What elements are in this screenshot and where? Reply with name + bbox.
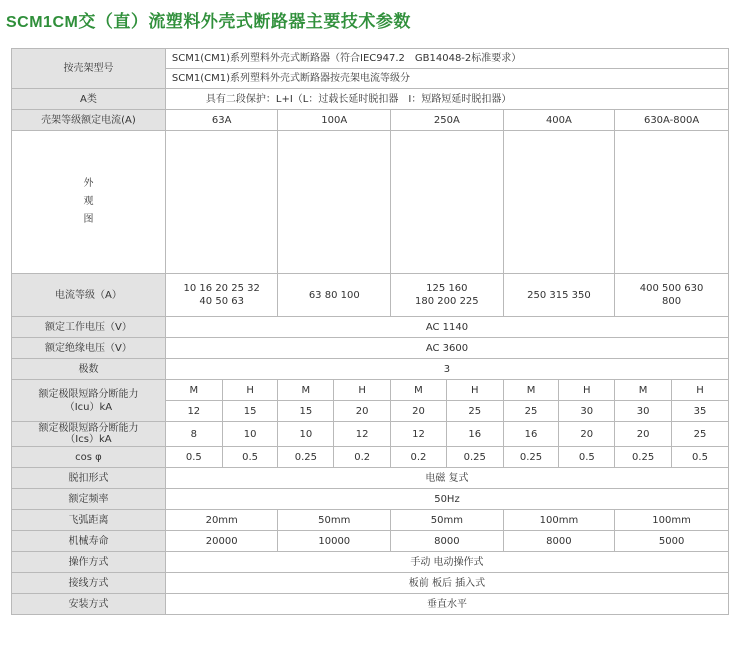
table-row-rated-voltage	[12, 317, 729, 338]
mh-header: H	[446, 380, 503, 401]
mechanical-life-value: 8000	[391, 531, 504, 552]
appearance-image-cell	[391, 131, 504, 274]
icu-value: 12	[165, 401, 222, 422]
release-form-label: 脱扣形式	[12, 468, 166, 489]
arc-distance-value: 50mm	[391, 510, 504, 531]
ics-value: 12	[391, 422, 447, 447]
table-row-appearance	[12, 131, 729, 274]
table-row-rated-frequency	[12, 489, 729, 510]
arc-distance-value: 20mm	[165, 510, 278, 531]
ics-value: 10	[222, 422, 278, 447]
rated-frequency-value: 50Hz	[165, 489, 728, 510]
mh-header: H	[222, 380, 278, 401]
mechanical-life-value: 10000	[278, 531, 391, 552]
icu-value: 35	[671, 401, 728, 422]
arc-distance-label: 飞弧距离	[12, 510, 166, 531]
ics-value: 12	[334, 422, 391, 447]
poles-value: 3	[165, 359, 728, 380]
class-a-value: 具有二段保护：L+I（L：过载长延时脱扣器 I：短路短延时脱扣器）	[165, 89, 728, 110]
ics-value: 25	[671, 422, 728, 447]
icu-value: 20	[391, 401, 447, 422]
installation-label: 安装方式	[12, 594, 166, 615]
rated-frequency-label: 额定频率	[12, 489, 166, 510]
mh-header: H	[334, 380, 391, 401]
frame-current-value: 100A	[278, 110, 391, 131]
operation-value: 手动 电动操作式	[165, 552, 728, 573]
class-a-label: A类	[12, 89, 166, 110]
table-row-mechanical-life	[12, 531, 729, 552]
icu-value: 25	[446, 401, 503, 422]
spec-table	[11, 48, 729, 615]
cos-value: 0.5	[671, 447, 728, 468]
appearance-image-cell	[503, 131, 615, 274]
mh-header: M	[391, 380, 447, 401]
mechanical-life-label: 机械寿命	[12, 531, 166, 552]
table-row-insulation-voltage	[12, 338, 729, 359]
table-row-poles	[12, 359, 729, 380]
icu-value: 15	[278, 401, 334, 422]
icu-label: 额定极限短路分断能力 （Icu）kA	[12, 380, 166, 422]
release-form-value: 电磁 复式	[165, 468, 728, 489]
mh-header: M	[165, 380, 222, 401]
table-row-icu-mh	[12, 380, 729, 401]
icu-value: 25	[503, 401, 559, 422]
table-row-installation	[12, 594, 729, 615]
frame-model-line1: SCM1(CM1)系列塑料外壳式断路器（符合IEC947.2 GB14048-2标准要求）	[165, 49, 728, 69]
ics-value: 20	[559, 422, 615, 447]
current-grade-value: 250 315 350	[503, 274, 615, 317]
cos-value: 0.25	[278, 447, 334, 468]
table-row-operation	[12, 552, 729, 573]
frame-current-value: 250A	[391, 110, 504, 131]
frame-model-line2: SCM1(CM1)系列塑料外壳式断路器按壳架电流等级分	[165, 69, 728, 89]
ics-value: 16	[503, 422, 559, 447]
mh-header: M	[615, 380, 672, 401]
icu-value: 20	[334, 401, 391, 422]
table-row-class-a	[12, 89, 729, 110]
title-model: SCM1CM	[6, 14, 79, 31]
appearance-image-cell	[615, 131, 729, 274]
insulation-voltage-value: AC 3600	[165, 338, 728, 359]
table-row-release-form	[12, 468, 729, 489]
current-grade-value: 10 16 20 25 32 40 50 63	[165, 274, 278, 317]
cos-value: 0.5	[222, 447, 278, 468]
table-row-ics	[12, 422, 729, 447]
poles-label: 极数	[12, 359, 166, 380]
ics-value: 8	[165, 422, 222, 447]
title-text: 交（直）流塑料外壳式断路器主要技术参数	[78, 12, 411, 32]
appearance-label: 外 观 图	[12, 131, 166, 274]
arc-distance-value: 50mm	[278, 510, 391, 531]
table-row-frame-model	[12, 49, 729, 69]
ics-value: 10	[278, 422, 334, 447]
mh-header: H	[559, 380, 615, 401]
frame-current-value: 63A	[165, 110, 278, 131]
icu-value: 15	[222, 401, 278, 422]
mechanical-life-value: 5000	[615, 531, 729, 552]
frame-current-value: 400A	[503, 110, 615, 131]
mh-header: M	[278, 380, 334, 401]
cos-value: 0.25	[503, 447, 559, 468]
frame-model-label: 按壳架型号	[12, 49, 166, 89]
current-grade-value: 125 160 180 200 225	[391, 274, 504, 317]
cos-value: 0.2	[334, 447, 391, 468]
mechanical-life-value: 20000	[165, 531, 278, 552]
current-grade-label: 电流等级（A）	[12, 274, 166, 317]
ics-value: 16	[446, 422, 503, 447]
table-row-arc-distance	[12, 510, 729, 531]
operation-label: 操作方式	[12, 552, 166, 573]
cos-value: 0.5	[559, 447, 615, 468]
mh-header: H	[671, 380, 728, 401]
page-title	[6, 7, 411, 32]
table-row-wiring	[12, 573, 729, 594]
frame-current-label: 壳架等级额定电流(A)	[12, 110, 166, 131]
cos-value: 0.5	[165, 447, 222, 468]
current-grade-value: 63 80 100	[278, 274, 391, 317]
table-row-current-grade	[12, 274, 729, 317]
cos-value: 0.25	[615, 447, 672, 468]
icu-value: 30	[559, 401, 615, 422]
insulation-voltage-label: 额定绝缘电压（V）	[12, 338, 166, 359]
rated-voltage-label: 额定工作电压（V）	[12, 317, 166, 338]
current-grade-value: 400 500 630 800	[615, 274, 729, 317]
ics-value: 20	[615, 422, 672, 447]
frame-current-value: 630A-800A	[615, 110, 729, 131]
wiring-value: 板前 板后 插入式	[165, 573, 728, 594]
table-row-frame-current	[12, 110, 729, 131]
table-row-cos	[12, 447, 729, 468]
cos-label: cos φ	[12, 447, 166, 468]
icu-value: 30	[615, 401, 672, 422]
arc-distance-value: 100mm	[615, 510, 729, 531]
arc-distance-value: 100mm	[503, 510, 615, 531]
mh-header: M	[503, 380, 559, 401]
wiring-label: 接线方式	[12, 573, 166, 594]
appearance-image-cell	[278, 131, 391, 274]
ics-label: 额定极限短路分断能力 （Ics）kA	[12, 422, 166, 447]
mechanical-life-value: 8000	[503, 531, 615, 552]
cos-value: 0.2	[391, 447, 447, 468]
cos-value: 0.25	[446, 447, 503, 468]
appearance-image-cell	[165, 131, 278, 274]
rated-voltage-value: AC 1140	[165, 317, 728, 338]
installation-value: 垂直水平	[165, 594, 728, 615]
